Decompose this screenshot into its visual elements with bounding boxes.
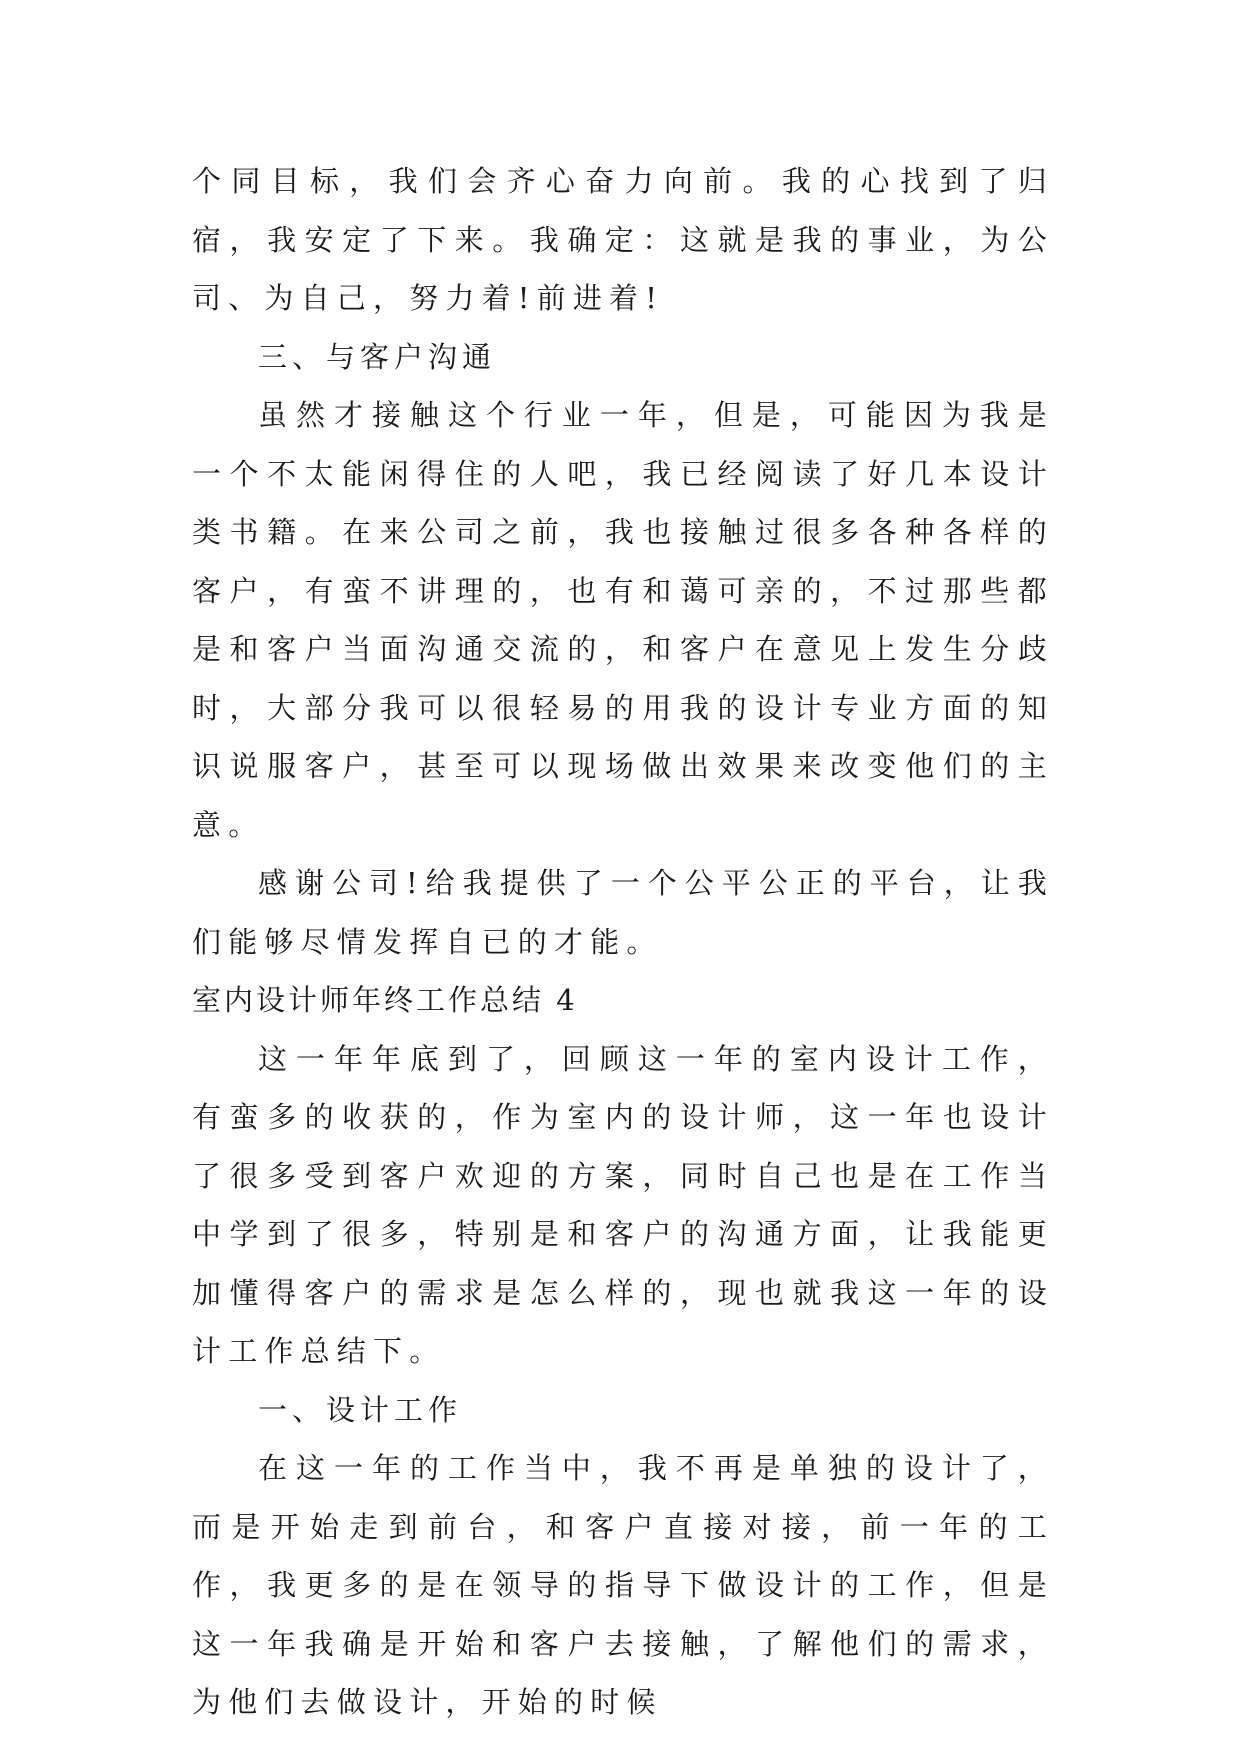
- paragraph-year-review: 这一年年底到了，回顾这一年的室内设计工作，有蛮多的收获的，作为室内的设计师，这一年也设计了很多受到客户欢迎的方案，同时自己也是在工作当中学到了很多，特别是和客户的沟通方面，让我能更加懂得客户的需求是怎么样的，现也就我这一年的设计工作总结下。: [192, 1041, 1054, 1368]
- section-heading-client-communication: 三、与客户沟通: [258, 339, 497, 374]
- paragraph-design-work: 在这一年的工作当中，我不再是单独的设计了，而是开始走到前台，和客户直接对接，前一年的工作，我更多的是在领导的指导下做设计的工作，但是这一年我确是开始和客户去接触，了解他们的需求，为他们去做设计，开始的时候: [192, 1451, 1054, 1719]
- paragraph-thanks: 感谢公司!给我提供了一个公平公正的平台，让我们能够尽情发挥自已的才能。: [192, 866, 1054, 959]
- document-page: [192, 152, 1054, 1732]
- document-section-title: 室内设计师年终工作总结 4: [192, 983, 578, 1017]
- paragraph-client-communication: 虽然才接触这个行业一年，但是，可能因为我是一个不太能闲得住的人吧，我已经阅读了好几本设计类书籍。在来公司之前，我也接触过很多各种各样的客户，有蛮不讲理的，也有和蔼可亲的，不过那些都是和客户当面沟通交流的，和客户在意见上发生分歧时，大部分我可以很轻易的用我的设计专业方面的知识说服客户，甚至可以现场做出效果来改变他们的主意。: [192, 398, 1054, 842]
- paragraph-continuation: 个同目标，我们会齐心奋力向前。我的心找到了归宿，我安定了下来。我确定：这就是我的事业，为公司、为自己，努力着!前进着!: [192, 164, 1054, 315]
- section-heading-design-work: 一、设计工作: [258, 1392, 463, 1427]
